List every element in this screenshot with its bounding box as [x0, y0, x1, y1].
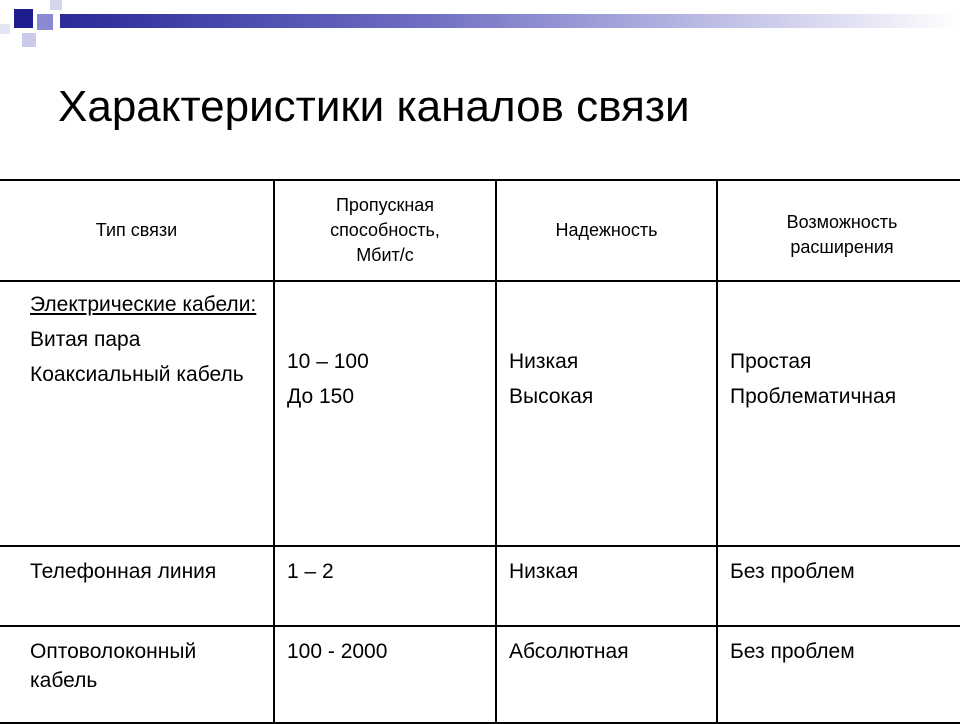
header-expansion [717, 180, 960, 281]
table-row [0, 281, 960, 546]
decor-square [14, 9, 33, 28]
cell-expansion [717, 281, 960, 546]
decor-square [50, 0, 62, 10]
cell-type: Оптоволоконный кабель [0, 626, 274, 723]
bandwidth-value: 10 – 100 [287, 350, 369, 373]
table-row [0, 626, 960, 723]
decor-square [22, 33, 36, 47]
cell-type [0, 281, 274, 546]
header-bandwidth-text: Пропускная способность, Мбит/с [330, 195, 440, 265]
cell-expansion: Без проблем [717, 546, 960, 626]
header-type: Тип связи [0, 180, 274, 281]
cell-bandwidth [274, 281, 496, 546]
cell-reliability [496, 281, 717, 546]
header-reliability: Надежность [496, 180, 717, 281]
header-bandwidth [274, 180, 496, 281]
cell-type: Телефонная линия [0, 546, 274, 626]
cell-expansion: Без проблем [717, 626, 960, 723]
expansion-value: Простая [730, 350, 812, 373]
header-gradient-bar [60, 14, 960, 28]
header-row [0, 180, 960, 281]
type-group-label: Электрические кабели: [30, 293, 257, 316]
cell-bandwidth: 100 - 2000 [274, 626, 496, 723]
cell-reliability: Низкая [496, 546, 717, 626]
type-item: Коаксиальный кабель [30, 363, 244, 386]
reliability-value: Низкая [509, 350, 579, 373]
decor-square [0, 24, 10, 34]
cell-reliability: Абсолютная [496, 626, 717, 723]
table-row [0, 546, 960, 626]
bandwidth-value: До 150 [287, 385, 355, 408]
cell-bandwidth: 1 – 2 [274, 546, 496, 626]
header-expansion-text: Возможность расширения [786, 211, 898, 257]
type-item: Витая пара [30, 328, 141, 351]
reliability-value: Высокая [509, 385, 594, 408]
slide-title: Характеристики каналов связи [58, 82, 690, 131]
channels-table [0, 179, 960, 724]
decor-square [37, 14, 53, 30]
expansion-value: Проблематичная [730, 385, 897, 408]
